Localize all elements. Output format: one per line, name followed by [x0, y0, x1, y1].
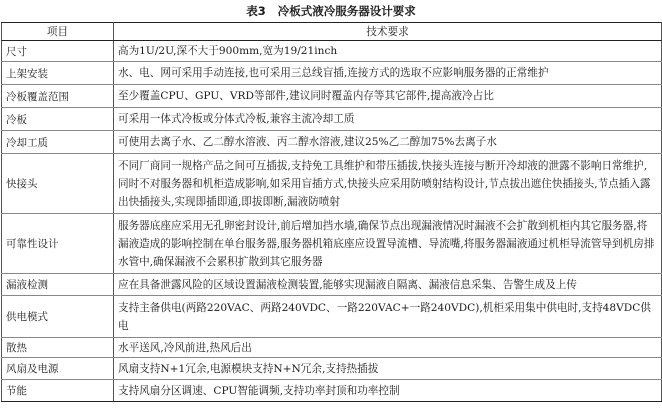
table-row [2, 274, 662, 296]
table-row [2, 108, 662, 131]
item-cell: 节能 [2, 380, 114, 402]
table-row [2, 85, 662, 108]
requirement-cell: 水、电、网可采用手动连接,也可采用三总线盲插,连接方式的选取不应影响服务器的正常维护 [114, 62, 662, 85]
header-requirement: 技术要求 [114, 23, 662, 41]
requirement-cell: 风扇支持N+1冗余,电源模块支持N+N冗余,支持热插拔 [114, 358, 662, 380]
item-cell: 冷板 [2, 108, 114, 131]
table-number: 表3 [246, 4, 266, 18]
item-cell: 快接头 [2, 154, 114, 214]
requirement-cell: 支持风扇分区调速、CPU智能调频,支持功率封顶和功率控制 [114, 380, 662, 402]
table-caption [0, 0, 662, 22]
header-item: 项目 [2, 23, 114, 41]
requirement-cell: 支持主备供电(两路220VAC、两路240VDC、一路220VAC+一路240VDC),机柜采用集中供电时,支持48VDC供电 [114, 296, 662, 338]
requirement-cell: 高为1U/2U,深不大于900mm,宽为19/21inch [114, 41, 662, 62]
item-cell: 上架安装 [2, 62, 114, 85]
requirements-table [1, 22, 662, 402]
requirement-cell: 应在具备泄露风险的区域设置漏液检测装置,能够实现漏液自隔离、漏液信息采集、告警生成及上传 [114, 274, 662, 296]
table-header-row [2, 23, 662, 41]
item-cell: 风扇及电源 [2, 358, 114, 380]
table-row [2, 62, 662, 85]
item-cell: 供电模式 [2, 296, 114, 338]
item-cell: 尺寸 [2, 41, 114, 62]
requirement-cell: 可使用去离子水、乙二醇水溶液、丙二醇水溶液,建议25%乙二醇加75%去离子水 [114, 131, 662, 154]
item-cell: 散热 [2, 338, 114, 358]
item-cell: 冷却工质 [2, 131, 114, 154]
requirement-cell: 不同厂商同一规格产品之间可互插拔,支持免工具维护和带压插拔,快接头连接与断开冷却液的泄露不影响日常维护,同时不对服务器和机柜造成影响,如采用盲插方式,快接头应采用防喷射结构设计,节点拔出遮住快插接头,节点插入露出快插接头,实现即插即通,即拔即断,漏液防喷射 [114, 154, 662, 214]
table-row [2, 41, 662, 62]
table-row [2, 154, 662, 214]
requirement-cell: 可采用一体式冷板或分体式冷板,兼容主流冷却工质 [114, 108, 662, 131]
table-row [2, 380, 662, 402]
item-cell: 冷板覆盖范围 [2, 85, 114, 108]
item-cell: 可靠性设计 [2, 214, 114, 274]
table-row [2, 358, 662, 380]
requirement-cell: 至少覆盖CPU、GPU、VRD等部件,建议同时覆盖内存等其它部件,提高液冷占比 [114, 85, 662, 108]
table-row [2, 214, 662, 274]
table-title: 冷板式液冷服务器设计要求 [277, 4, 416, 18]
table-row [2, 296, 662, 338]
item-cell: 漏液检测 [2, 274, 114, 296]
requirement-cell: 水平送风,冷风前进,热风后出 [114, 338, 662, 358]
table-row [2, 338, 662, 358]
requirement-cell: 服务器底座应采用无孔卵密封设计,前后增加挡水墙,确保节点出现漏液情况时漏液不会扩散到机柜内其它服务器,将漏液造成的影响控制在单台服务器,服务器机箱底座应设置导流槽、导流嘴,将服务器漏液通过机柜导流管导到机房排水管中,确保漏液不会累积扩散到其它服务器 [114, 214, 662, 274]
table-row [2, 131, 662, 154]
